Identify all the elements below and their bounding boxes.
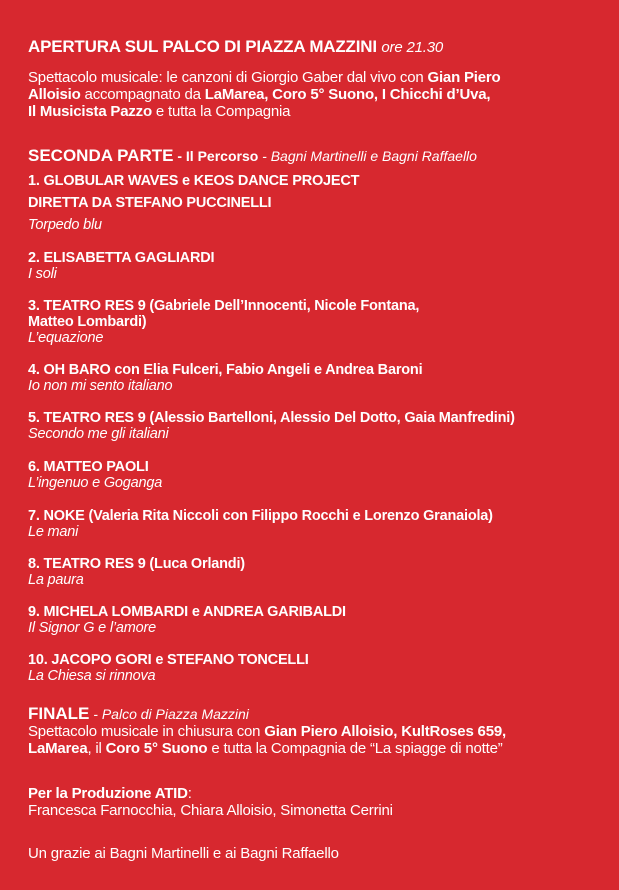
item-subtitle: Torpedo blu	[28, 217, 102, 233]
apertura-text: e tutta la Compagnia	[151, 103, 291, 120]
item-subtitle: L’ingenuo e Goganga	[28, 475, 163, 491]
seconda-heading	[28, 146, 609, 166]
thanks-line: Un grazie ai Bagni Martinelli e ai Bagni Raffaello	[28, 845, 339, 862]
item-subtitle: Io non mi sento italiano	[28, 378, 173, 394]
apertura-description	[28, 69, 609, 120]
item-title: 10. JACOPO GORI e STEFANO TONCELLI	[28, 652, 309, 668]
item-subtitle: Le mani	[28, 524, 79, 540]
apertura-name: Alloisio	[28, 86, 81, 103]
produzione-names: Francesca Farnocchia, Chiara Alloisio, Simonetta Cerrini	[28, 802, 393, 819]
finale-sub: - Palco di Piazza Mazzini	[89, 706, 249, 722]
finale-name: Coro 5° Suono	[105, 740, 208, 757]
seconda-title: SECONDA PARTE	[28, 146, 174, 165]
item-title: 2. ELISABETTA GAGLIARDI	[28, 250, 215, 266]
list-item	[28, 652, 609, 684]
item-title: DIRETTA DA STEFANO PUCCINELLI	[28, 195, 272, 211]
item-title: 6. MATTEO PAOLI	[28, 459, 149, 475]
item-title: 3. TEATRO RES 9 (Gabriele Dell’Innocenti, Nicole Fontana,	[28, 298, 420, 314]
finale-text: e tutta la Compagnia de “La spiagge di notte”	[207, 740, 503, 757]
list-item	[28, 556, 609, 588]
produzione-colon: :	[187, 785, 192, 802]
apertura-name: LaMarea, Coro 5° Suono, I Chicchi d’Uva,	[204, 86, 491, 103]
apertura-name: Il Musicista Pazzo	[28, 103, 152, 120]
produzione-label: Per la Produzione ATID	[28, 785, 188, 802]
item-subtitle: La paura	[28, 572, 84, 588]
apertura-name: Gian Piero	[427, 69, 501, 86]
finale-description	[28, 723, 609, 757]
item-subtitle: L’equazione	[28, 330, 104, 346]
list-item	[28, 298, 609, 346]
apertura-heading	[28, 37, 609, 57]
list-item	[28, 604, 609, 636]
item-title: 8. TEATRO RES 9 (Luca Orlandi)	[28, 556, 245, 572]
apertura-time: ore 21.30	[381, 39, 443, 56]
item-title: 7. NOKE (Valeria Rita Niccoli con Filippo Rocchi e Lorenzo Granaiola)	[28, 508, 493, 524]
list-item	[28, 362, 609, 394]
list-item	[28, 508, 609, 540]
finale-text: , il	[87, 740, 106, 757]
item-title: 9. MICHELA LOMBARDI e ANDREA GARIBALDI	[28, 604, 346, 620]
list-item	[28, 459, 609, 491]
apertura-text: accompagnato da	[80, 86, 205, 103]
finale-heading	[28, 704, 609, 724]
seconda-sub-ital: - Bagni Martinelli e Bagni Raffaello	[258, 148, 477, 164]
item-subtitle: La Chiesa si rinnova	[28, 668, 156, 684]
finale-name: Gian Piero Alloisio, KultRoses 659,	[264, 723, 506, 740]
finale-title: FINALE	[28, 704, 90, 723]
item-title: 1. GLOBULAR WAVES e KEOS DANCE PROJECT	[28, 173, 360, 189]
list-item	[28, 250, 609, 282]
item-title: Matteo Lombardi)	[28, 314, 147, 330]
item-title: 4. OH BARO con Elia Fulceri, Fabio Angeli e Andrea Baroni	[28, 362, 423, 378]
item-subtitle: Il Signor G e l’amore	[28, 620, 156, 636]
produzione-block	[28, 785, 609, 819]
list-item	[28, 173, 609, 233]
item-subtitle: I soli	[28, 266, 57, 282]
item-title: 5. TEATRO RES 9 (Alessio Bartelloni, Alessio Del Dotto, Gaia Manfredini)	[28, 410, 515, 426]
apertura-title: APERTURA SUL PALCO DI PIAZZA MAZZINI	[28, 37, 377, 56]
item-subtitle: Secondo me gli italiani	[28, 426, 169, 442]
list-item	[28, 410, 609, 442]
finale-text: Spettacolo musicale in chiusura con	[28, 723, 265, 740]
seconda-sub-bold: - Il Percorso	[173, 148, 259, 164]
finale-name: LaMarea	[28, 740, 88, 757]
apertura-text: Spettacolo musicale: le canzoni di Giorgio Gaber dal vivo con	[28, 69, 428, 86]
